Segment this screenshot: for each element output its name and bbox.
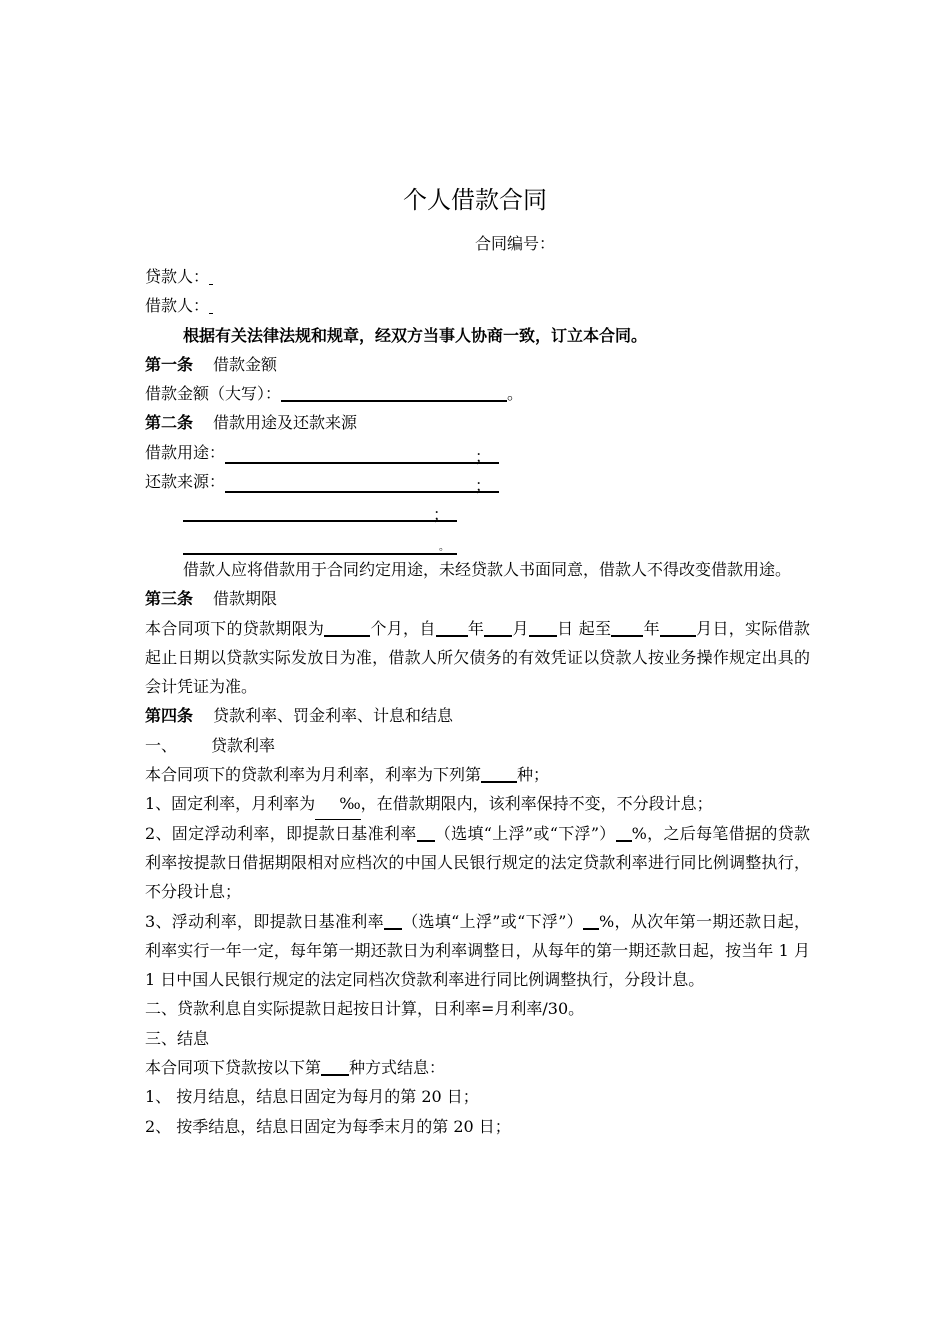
float-percent-blank[interactable]: [583, 910, 599, 930]
article-number: 第一条: [145, 354, 194, 374]
section-1-heading: [145, 731, 810, 760]
repayment-source-blank-2[interactable]: [183, 500, 457, 525]
text: 日，实际借款起止日期以贷款实际发放日为准，借款人所欠债务的有效凭证以贷款人按业务操作规定出具的会计凭证为准。: [145, 618, 810, 697]
monthly-rate-blank[interactable]: [315, 789, 360, 819]
loan-amount-blank[interactable]: [281, 382, 507, 402]
article-title: 借款用途及还款来源: [213, 413, 358, 433]
loan-purpose-line: [145, 438, 810, 467]
article-3-heading: [145, 584, 810, 613]
repayment-source-extra-1: [145, 496, 810, 525]
text: 年: [643, 618, 660, 638]
document-title: 个人借款合同: [403, 186, 547, 214]
text: 3、浮动利率，即提款日基准利率: [145, 911, 384, 931]
article-title: 贷款利率、罚金利率、计息和结息: [213, 706, 454, 726]
text: 种方式结息：: [349, 1058, 446, 1078]
loan-purpose-label: 借款用途：: [145, 442, 226, 462]
end-year-blank[interactable]: [611, 617, 643, 637]
lender-label: 贷款人：: [145, 267, 210, 286]
article-number: 第三条: [145, 589, 194, 609]
text: %，之后每笔借据的贷款利率按提款日借据期限相对应档次的中国人民银行规定的法定贷款利率进行同比例调整执行，不分段计息；: [145, 823, 810, 902]
loan-amount-label: 借款金额（大写）：: [145, 384, 282, 404]
floating-rate-option: [145, 907, 810, 995]
loan-amount-line: [145, 379, 810, 408]
fixed-floating-rate-option: [145, 819, 810, 907]
settlement-option-monthly: 1、 按月结息，结息日固定为每月的第 20 日；: [145, 1087, 479, 1107]
borrower-blank[interactable]: [209, 299, 213, 314]
text: 个月，自: [370, 618, 436, 638]
article-number: 第四条: [145, 706, 194, 726]
text: 年: [467, 618, 485, 638]
article-2-heading: [145, 408, 810, 437]
interest-calc-section: 二、贷款利息自实际提款日起按日计算，日利率=月利率/30。: [145, 999, 585, 1019]
text: 月: [695, 618, 713, 638]
start-month-blank[interactable]: [484, 617, 512, 637]
text: 2、固定浮动利率，即提款日基准利率: [145, 823, 417, 843]
text: ，在借款期限内，该利率保持不变，不分段计息；: [360, 794, 713, 814]
permille-sign: ‰: [339, 794, 361, 814]
punctuation: 。: [507, 384, 524, 404]
punctuation: ；: [432, 505, 449, 525]
term-months-blank[interactable]: [324, 617, 370, 637]
loan-purpose-blank[interactable]: [225, 442, 499, 464]
punctuation: ；: [475, 476, 492, 496]
float-percent-blank[interactable]: [616, 822, 632, 842]
article-1-heading: [145, 350, 810, 379]
text: 种；: [517, 765, 550, 785]
preamble: 根据有关法律法规和规章，经双方当事人协商一致，订立本合同。: [183, 325, 648, 345]
repayment-source-label: 还款来源：: [145, 472, 226, 492]
repayment-source-blank-3[interactable]: [183, 533, 457, 555]
settlement-method-blank[interactable]: [321, 1056, 349, 1076]
borrower-line: [145, 291, 810, 320]
punctuation: 。: [439, 541, 449, 553]
settlement-heading: 三、结息: [145, 1028, 210, 1048]
text: %，从次年第一期还款日起，利率实行一年一定，每年第一期还款日为利率调整日，从每年的第一期还款日起，按当年 1 月 1 日中国人民银行规定的法定同档次贷款利率进行同比例调整执行，分段计息。: [145, 911, 810, 990]
settlement-option-quarterly: 2、 按季结息，结息日固定为每季末月的第 20 日；: [145, 1116, 511, 1136]
float-direction-blank[interactable]: [384, 910, 402, 930]
punctuation: ；: [475, 446, 492, 466]
section-title: 贷款利率: [211, 735, 276, 755]
repayment-source-extra-2: [145, 526, 810, 555]
article-number: 第二条: [145, 413, 194, 433]
text: 本合同项下贷款按以下第: [145, 1058, 322, 1078]
loan-purpose-note: 借款人应将借款用于合同约定用途，未经贷款人书面同意，借款人不得改变借款用途。: [183, 559, 792, 579]
text: 本合同项下的贷款期限为: [145, 618, 325, 638]
fixed-rate-option: [145, 789, 810, 818]
text: 起至: [573, 618, 612, 638]
start-year-blank[interactable]: [436, 617, 468, 637]
text: 1、固定利率，月利率为: [145, 794, 316, 814]
document-body: [145, 262, 810, 1141]
text: 月: [512, 618, 529, 638]
section-number: 一、: [145, 735, 178, 755]
lender-line: [145, 262, 810, 291]
settlement-method-line: [145, 1053, 810, 1082]
contract-number-label: 合同编号：: [475, 234, 556, 253]
start-day-blank[interactable]: [529, 617, 557, 637]
lender-blank[interactable]: [209, 270, 213, 285]
float-direction-blank[interactable]: [417, 822, 435, 842]
article-title: 借款金额: [213, 354, 278, 374]
end-month-blank[interactable]: [660, 617, 696, 637]
borrower-label: 借款人：: [145, 296, 210, 316]
text: （选填“上浮”或“下浮”）: [434, 823, 616, 843]
rate-type-blank[interactable]: [481, 763, 517, 783]
repayment-source-blank[interactable]: [225, 471, 499, 496]
text: 日: [556, 618, 574, 638]
interest-rate-type-line: [145, 760, 810, 789]
article-title: 借款期限: [213, 589, 278, 609]
loan-term-paragraph: [145, 614, 810, 702]
repayment-source-line: [145, 467, 810, 496]
article-4-heading: [145, 701, 810, 730]
text: （选填“上浮”或“下浮”）: [401, 911, 584, 931]
text: 本合同项下的贷款利率为月利率，利率为下列第: [145, 765, 482, 785]
